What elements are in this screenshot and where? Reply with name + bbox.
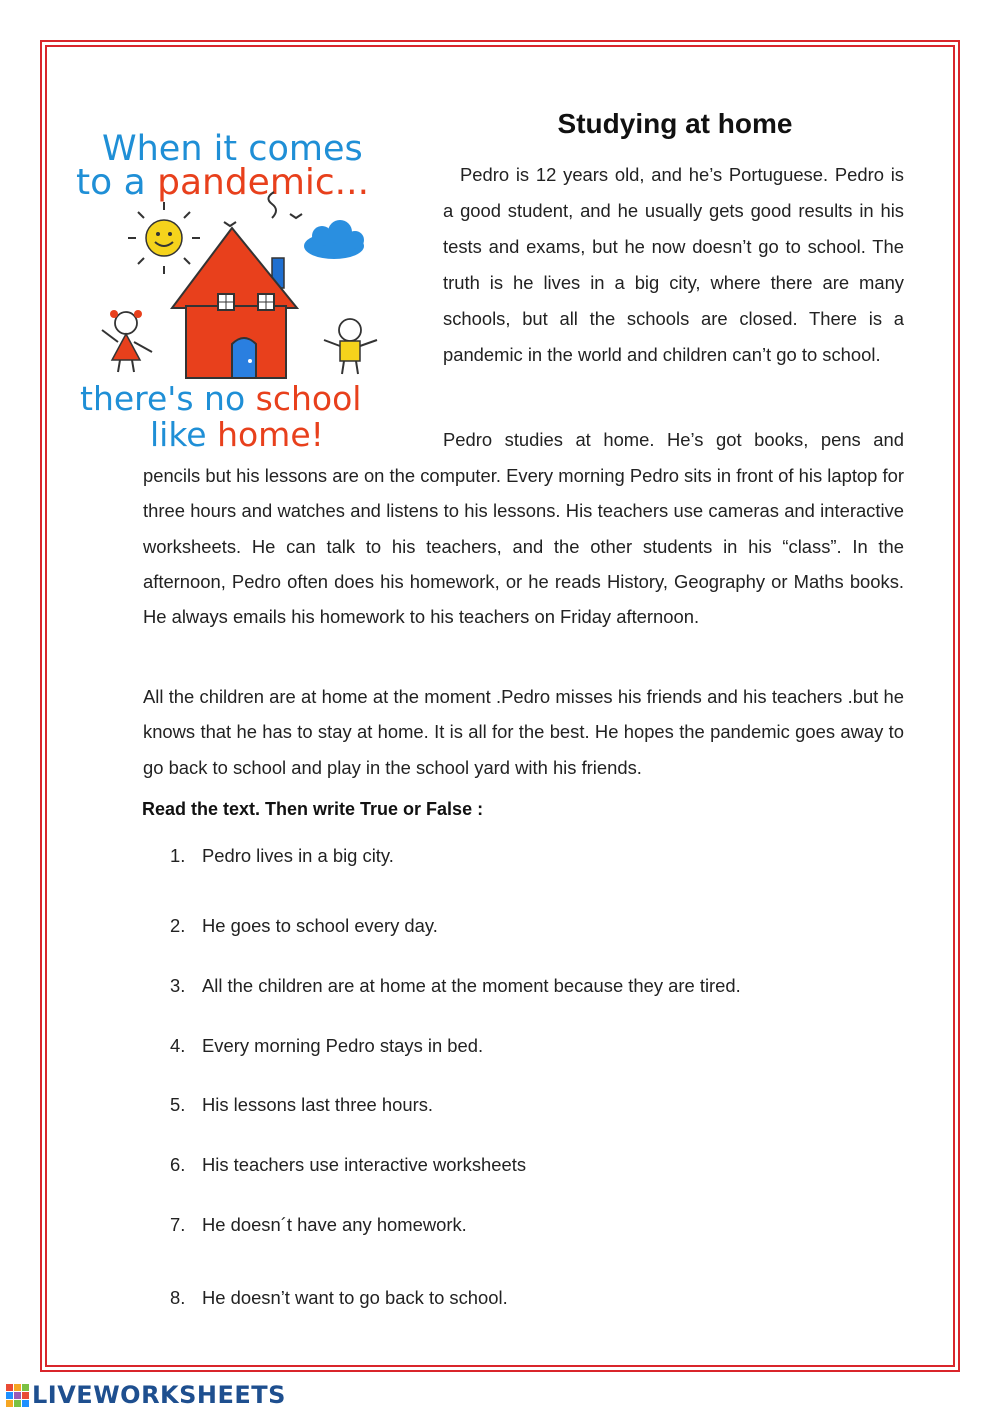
- illus-line2-a: to a: [76, 162, 158, 203]
- question-item: [170, 1035, 483, 1057]
- question-number: 1.: [170, 845, 186, 866]
- illus-line2: [76, 162, 369, 203]
- question-text: He doesn´t have any homework.: [202, 1214, 467, 1235]
- bird-icon: [224, 222, 236, 226]
- girl-icon: [102, 310, 152, 372]
- instruction: Read the text. Then write True or False :: [142, 799, 484, 819]
- illus-line4: [150, 415, 324, 454]
- liveworksheets-logo[interactable]: [6, 1380, 286, 1410]
- illus-line3: [80, 379, 361, 418]
- question-text: His lessons last three hours.: [202, 1094, 434, 1115]
- question-text: Pedro lives in a big city.: [202, 845, 394, 866]
- house-icon: [172, 192, 297, 378]
- question-number: 2.: [170, 915, 186, 936]
- question-item: [170, 1094, 433, 1116]
- illus-line3-a: there's no: [80, 379, 256, 418]
- pandemic-illustration: [72, 118, 422, 458]
- question-number: 8.: [170, 1287, 186, 1308]
- question-number: 6.: [170, 1154, 186, 1175]
- illus-line1: When it comes: [102, 129, 363, 169]
- question-number: 7.: [170, 1214, 186, 1235]
- question-number: 4.: [170, 1035, 186, 1056]
- paragraph-1: Pedro is 12 years old, and he’s Portuguese. Pedro is a good student, and he usually gets good results in his tests and exams, but he now doesn’t go to school. The truth is he lives in a big city, where there are many schools, but all the schools are closed. There is a pandemic in the world and children can’t go to school.: [443, 164, 904, 365]
- illus-line2-b: pandemic...: [157, 162, 370, 203]
- question-number: 3.: [170, 975, 186, 996]
- question-item: [170, 1154, 526, 1176]
- cloud-icon: [304, 220, 364, 259]
- question-text: Every morning Pedro stays in bed.: [202, 1035, 484, 1056]
- bird-icon: [290, 214, 302, 218]
- question-item: [170, 915, 438, 937]
- boy-icon: [324, 319, 377, 374]
- paragraph-2-first-line: Pedro studies at home. He’s got books, pens and: [443, 429, 904, 450]
- question-number: 5.: [170, 1094, 186, 1115]
- logo-grid-icon: [6, 1384, 29, 1407]
- question-item: [170, 845, 394, 867]
- illus-line4-a: like: [150, 415, 218, 454]
- page-title: Studying at home: [557, 108, 793, 139]
- paragraph-2: pencils but his lessons are on the computer. Every morning Pedro sits in front of his laptop for three hours and watches and listens to his lessons. His teachers use cameras and interactive worksheets. He can talk to his teachers, and the other students in his “class”. In the afternoon, Pedro often does his homework, or he reads History, Geography or Maths books. He always emails his homework to his teachers on Friday afternoon.: [143, 465, 904, 628]
- question-text: He goes to school every day.: [202, 915, 438, 936]
- question-text: All the children are at home at the moment because they are tired.: [202, 975, 741, 996]
- question-item: [170, 975, 741, 997]
- illus-line4-b: home!: [217, 415, 324, 454]
- sun-icon: [128, 202, 200, 274]
- question-item: [170, 1287, 508, 1309]
- paragraph-3: All the children are at home at the moment .Pedro misses his friends and his teachers .but he knows that he has to stay at home. It is all for the best. He hopes the pandemic goes away to go back to school and play in the school yard with his friends.: [143, 686, 904, 778]
- brand-name: LIVEWORKSHEETS: [32, 1381, 286, 1409]
- question-item: [170, 1214, 467, 1236]
- illus-line3-b: school: [255, 379, 362, 418]
- question-text: He doesn’t want to go back to school.: [202, 1287, 508, 1308]
- question-text: His teachers use interactive worksheets: [202, 1154, 527, 1175]
